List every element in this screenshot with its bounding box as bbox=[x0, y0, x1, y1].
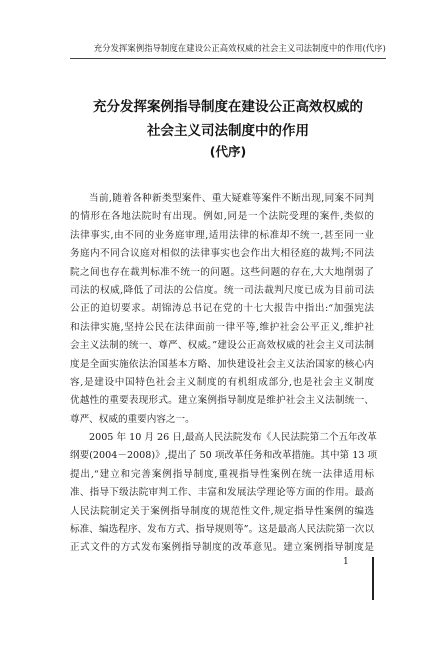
paragraph-line: 容,是建设中国特色社会主义制度的有机组成部分,也是社会主义制度 bbox=[70, 376, 374, 388]
paragraph-line: 准、指导下级法院审判工作、丰富和发展法学理论等方面的作用。最高 bbox=[70, 487, 374, 499]
document-title-line-3: (代序) bbox=[209, 144, 247, 159]
page-number-marker bbox=[372, 557, 374, 600]
paragraph-line: 公正的迫切要求。胡锦涛总书记在党的十七大报告中指出:“加强宪法 bbox=[70, 303, 374, 315]
paragraph-line: 司法的权威,降低了司法的公信度。统一司法裁判尺度已成为目前司法 bbox=[70, 284, 374, 296]
body-text bbox=[70, 190, 378, 558]
paragraph-line: 标准、编选程序、发布方式、指导规则等”。这是最高人民法院第一次以 bbox=[70, 524, 374, 536]
paragraph-line: 当前,随着各种新类型案件、重大疑难等案件不断出现,同案不同判 bbox=[89, 193, 374, 204]
paragraph-line: 正式文件的方式发布案例指导制度的改革意见。建立案例指导制度是 bbox=[70, 542, 374, 554]
paragraph-line: 纲要(2004－2008)》,提出了 50 项改革任务和改革措施。其中第 13 项 bbox=[70, 450, 378, 462]
paragraph-line: 会主义法制的统一、尊严、权威。”建设公正高效权威的社会主义司法制 bbox=[70, 340, 374, 352]
paragraph-line: 务庭内不同合议庭对相似的法律事实也会作出大相径庭的裁判;不同法 bbox=[70, 248, 374, 260]
page-number: 1 bbox=[343, 557, 349, 567]
running-header: 充分发挥案例指导制度在建设公正高效权威的社会主义司法制度中的作用(代序) bbox=[93, 43, 386, 53]
document-title-line-2: 社会主义司法制度中的作用 bbox=[147, 123, 309, 139]
paragraph-line: 提出,“建立和完善案例指导制度,重视指导性案例在统一法律适用标 bbox=[70, 468, 374, 480]
paragraph-line: 法律事实,由不同的业务庭审理,适用法律的标准却不统一,甚至同一业 bbox=[70, 229, 374, 241]
header-rule bbox=[70, 58, 386, 59]
paragraph-line: 尊严、权威的重要内容之一。 bbox=[70, 413, 195, 425]
paragraph-line: 院之间也存在裁判标准不统一的问题。这些问题的存在,大大地削弱了 bbox=[70, 266, 374, 278]
paragraph-line: 的情形在各地法院时有出现。例如,同是一个法院受理的案件,类似的 bbox=[70, 211, 374, 223]
paragraph-line: 度是全面实施依法治国基本方略、加快建设社会主义法治国家的核心内 bbox=[70, 358, 374, 370]
paragraph-line: 和法律实施,坚持公民在法律面前一律平等,维护社会公平正义,维护社 bbox=[70, 321, 374, 333]
paragraph-line: 人民法院制定关于案例指导制度的规范性文件,规定指导性案例的编选 bbox=[70, 505, 374, 517]
paragraph-line: 2005 年 10 月 26 日,最高人民法院发布《人民法院第二个五年改革 bbox=[89, 432, 377, 444]
document-title-line-1: 充分发挥案例指导制度在建设公正高效权威的 bbox=[93, 99, 363, 115]
paragraph-line: 优越性的重要表现形式。建立案例指导制度是维护社会主义法制统一、 bbox=[70, 395, 374, 407]
